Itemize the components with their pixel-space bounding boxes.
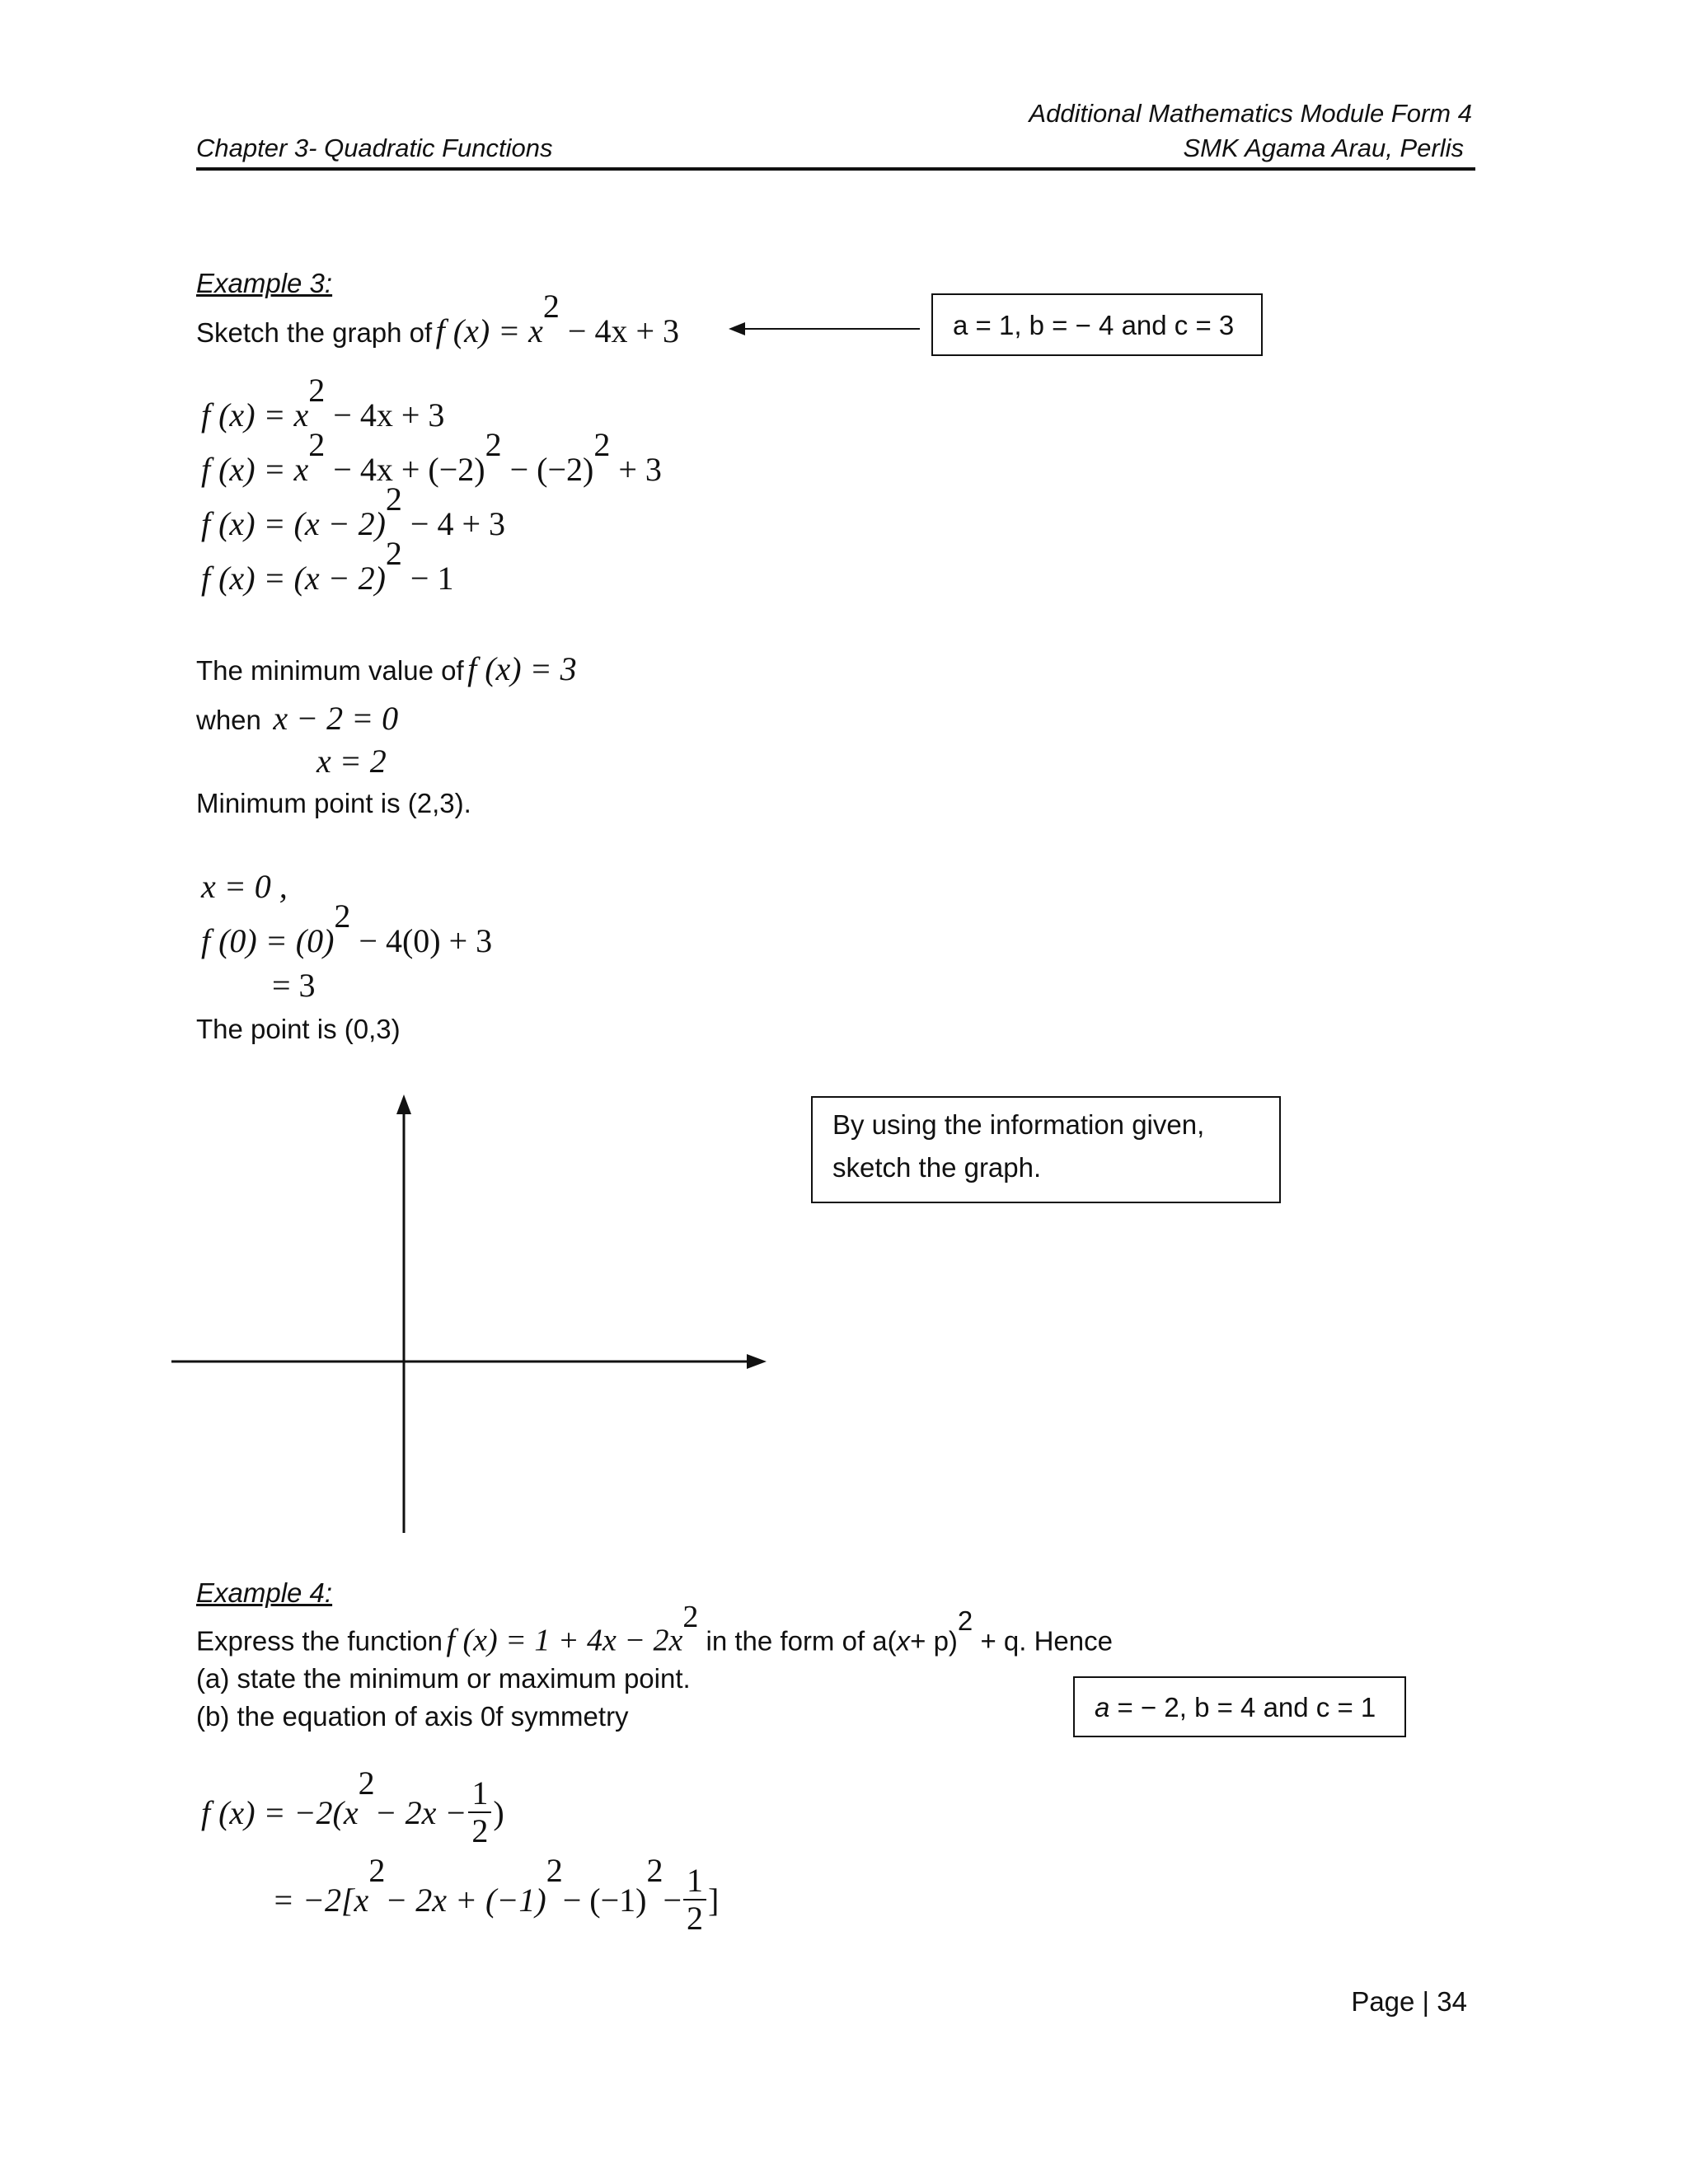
- equals-3: = 3: [272, 967, 316, 1004]
- step-part: − 4 + 3: [401, 505, 506, 542]
- minimum-value-line: [196, 649, 577, 688]
- sup: 2: [385, 480, 402, 518]
- example4-step2: = −2[x 2 − 2x + (−1) 2 − (−1) 2 − $\frac{1}{2}$ ]: [272, 1852, 720, 1937]
- header-right-line1: Additional Mathematics Module Form 4: [1029, 99, 1472, 128]
- step2-e: ]: [708, 1881, 720, 1919]
- example4-line1: [196, 1600, 1113, 1659]
- line1-text: Express the function: [196, 1625, 443, 1657]
- line1-c: + p): [910, 1625, 958, 1657]
- step-part: f (x) = x: [201, 451, 309, 488]
- step-part: − (−2): [501, 451, 594, 488]
- x-axis-arrow: [747, 1354, 767, 1369]
- min-expr: f (x) = 3: [467, 650, 577, 687]
- step-4: [201, 535, 454, 598]
- step-3: [201, 480, 506, 543]
- x-equals-0: x = 0 ,: [201, 868, 288, 905]
- y-axis-arrow: [396, 1094, 411, 1114]
- sketch-instruction-box: [811, 1096, 1281, 1203]
- when-line: [196, 699, 398, 738]
- f0-a: f (0) = (0): [201, 922, 335, 959]
- x-equals-2: x = 2: [316, 743, 387, 780]
- f0-b: − 4(0) + 3: [350, 922, 493, 959]
- sup: 2: [308, 426, 326, 463]
- pointer-arrow: [725, 316, 923, 341]
- step-part: f (x) = (x − 2): [201, 560, 386, 597]
- coef-rest: = − 2, b = 4 and c = 1: [1109, 1692, 1376, 1722]
- coefficients-box-example3: [931, 293, 1263, 356]
- sup: 2: [485, 426, 502, 463]
- min-text: The minimum value of: [196, 655, 464, 686]
- frac-den: 2: [471, 1812, 489, 1849]
- frac-den: 2: [687, 1900, 704, 1937]
- sup: 2: [593, 426, 611, 463]
- header-rule: [196, 167, 1475, 171]
- example4-title: Example 4:: [196, 1577, 333, 1608]
- prompt-fx: f (x) =: [435, 312, 529, 349]
- line1-d: + q. Hence: [973, 1625, 1113, 1657]
- header-right-line2: SMK Agama Arau, Perlis: [1183, 134, 1464, 162]
- sup: 2: [957, 1605, 973, 1636]
- step-part: + 3: [610, 451, 662, 488]
- sup: 2: [682, 1600, 699, 1634]
- fraction-half: [468, 1774, 491, 1849]
- minimum-point: Minimum point is (2,3).: [196, 788, 471, 818]
- page-number: Page | 34: [1351, 1986, 1467, 2017]
- frac-num: 1: [683, 1864, 706, 1900]
- sketch-line2: sketch the graph.: [832, 1152, 1042, 1183]
- step-2: [201, 426, 662, 489]
- step2-b: − 2x + (−1): [385, 1881, 546, 1919]
- example4-step1: f (x) = −2(x 2 − 2x − $\frac{1}{2}$ ): [201, 1765, 504, 1849]
- example3-prompt: [196, 288, 680, 350]
- sketch-axes: [165, 1088, 775, 1533]
- sup: 2: [542, 288, 560, 325]
- line1-b: in the form of a(: [698, 1625, 897, 1657]
- prompt-expr-a: x: [528, 312, 543, 349]
- part-a: (a) state the minimum or maximum point.: [196, 1663, 691, 1694]
- step-part: − 4x + (−2): [325, 451, 485, 488]
- the-point: The point is (0,3): [196, 1014, 401, 1044]
- coef-a: a: [1095, 1692, 1110, 1722]
- when-text: when: [196, 705, 261, 735]
- step2-c: − (−1): [562, 1881, 647, 1919]
- example3-title: Example 3:: [196, 268, 333, 298]
- f0-line: [201, 898, 493, 960]
- step1-c: ): [493, 1793, 504, 1831]
- step1-a: f (x) = −2(x: [201, 1793, 359, 1831]
- coefficients-text: [1095, 1692, 1376, 1723]
- line1-x: x: [896, 1625, 911, 1657]
- frac-num: 1: [468, 1777, 491, 1813]
- step-part: f (x) = (x − 2): [201, 505, 386, 542]
- step-part: − 1: [401, 560, 454, 597]
- sup: 2: [308, 372, 326, 409]
- part-b: (b) the equation of axis 0f symmetry: [196, 1701, 629, 1732]
- coefficients-text: a = 1, b = − 4 and c = 3: [953, 310, 1235, 340]
- sup: 2: [385, 535, 402, 572]
- step2-a: = −2[x: [272, 1881, 369, 1919]
- prompt-text: Sketch the graph of: [196, 317, 433, 348]
- coefficients-box-example4: [1073, 1676, 1406, 1737]
- step1-b: − 2x −: [374, 1793, 467, 1831]
- step-part: f (x) = x: [201, 396, 309, 434]
- sup: 2: [334, 898, 351, 935]
- prompt-expr-b: − 4x + 3: [559, 312, 680, 349]
- step-part: − 4x + 3: [325, 396, 445, 434]
- sketch-line1: By using the information given,: [832, 1109, 1205, 1140]
- step2-d: −: [663, 1881, 682, 1919]
- fraction-half: [683, 1864, 706, 1935]
- header-left: Chapter 3- Quadratic Functions: [196, 134, 553, 162]
- line1-fx: f (x) = 1 + 4x − 2x: [446, 1623, 683, 1658]
- when-expr: x − 2 = 0: [273, 700, 399, 737]
